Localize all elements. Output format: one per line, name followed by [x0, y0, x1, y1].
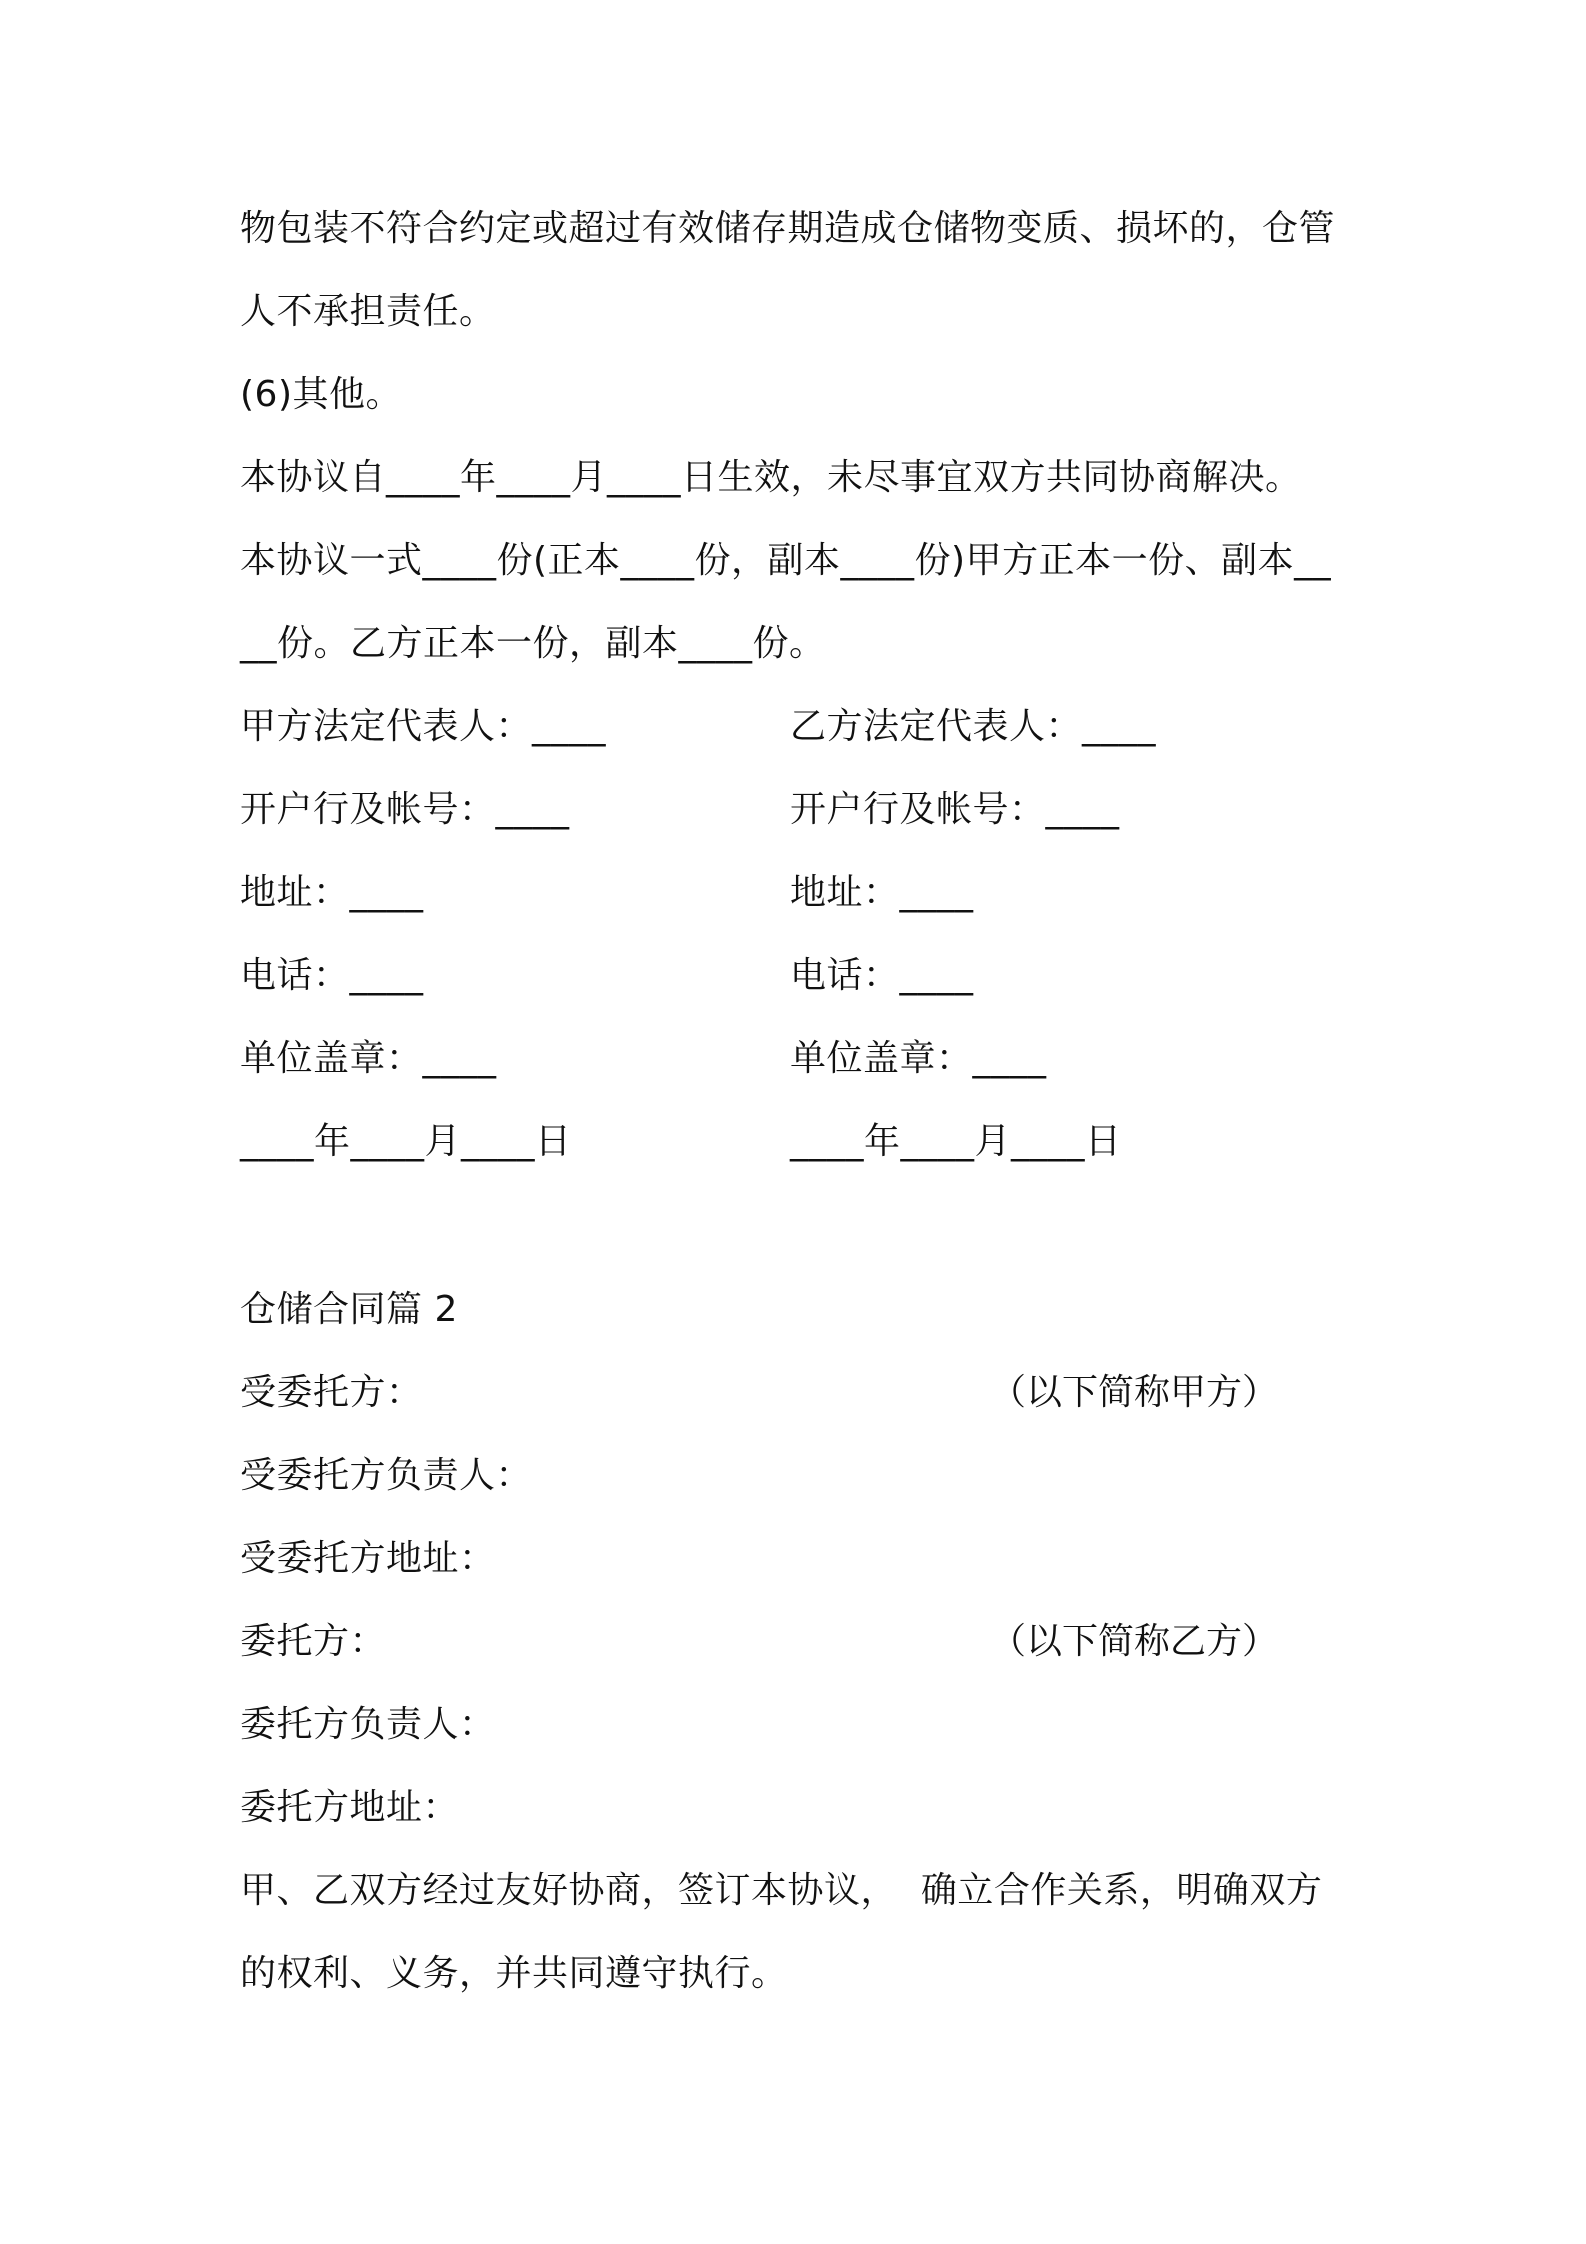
- party-b-address: 地址：____: [790, 872, 974, 913]
- agreement-paragraph-line: 甲、乙双方经过友好协商，签订本协议， 确立合作关系，明确双方: [240, 1870, 1323, 1911]
- party-a-phone: 电话：____: [240, 955, 424, 996]
- party-a-seal: 单位盖章：____: [240, 1038, 497, 1079]
- trustee-person-label: 受委托方负责人：: [240, 1455, 533, 1496]
- client-person-label: 委托方负责人：: [240, 1704, 496, 1745]
- agreement-paragraph-line: 的权利、义务，并共同遵守执行。: [240, 1953, 788, 1994]
- party-a-address: 地址：____: [240, 872, 424, 913]
- paragraph-line: 物包装不符合约定或超过有效储存期造成仓储物变质、损坏的，仓管: [240, 208, 1336, 249]
- paragraph-line: 人不承担责任。: [240, 291, 496, 332]
- paragraph-line: (6)其他。: [240, 374, 402, 415]
- trustee-note: （以下简称甲方）: [990, 1372, 1279, 1413]
- party-b-phone: 电话：____: [790, 955, 974, 996]
- client-label: 委托方：: [240, 1621, 387, 1662]
- trustee-address-label: 受委托方地址：: [240, 1538, 496, 1579]
- party-a-legal-rep: 甲方法定代表人：____: [240, 706, 607, 747]
- party-b-date: ____年____月____日: [790, 1121, 1122, 1162]
- paragraph-line: __份。乙方正本一份，副本____份。: [240, 623, 826, 664]
- paragraph-line: 本协议一式____份(正本____份，副本____份)甲方正本一份、副本__: [240, 540, 1332, 581]
- client-address-label: 委托方地址：: [240, 1787, 460, 1828]
- party-a-date: ____年____月____日: [240, 1121, 572, 1162]
- client-note: （以下简称乙方）: [990, 1621, 1279, 1662]
- party-a-bank: 开户行及帐号：____: [240, 789, 570, 830]
- party-b-seal: 单位盖章：____: [790, 1038, 1047, 1079]
- party-b-legal-rep: 乙方法定代表人：____: [790, 706, 1157, 747]
- trustee-label: 受委托方：: [240, 1372, 423, 1413]
- section-title: 仓储合同篇 2: [240, 1289, 458, 1330]
- party-b-bank: 开户行及帐号：____: [790, 789, 1120, 830]
- paragraph-line: 本协议自____年____月____日生效，未尽事宜双方共同协商解决。: [240, 457, 1302, 498]
